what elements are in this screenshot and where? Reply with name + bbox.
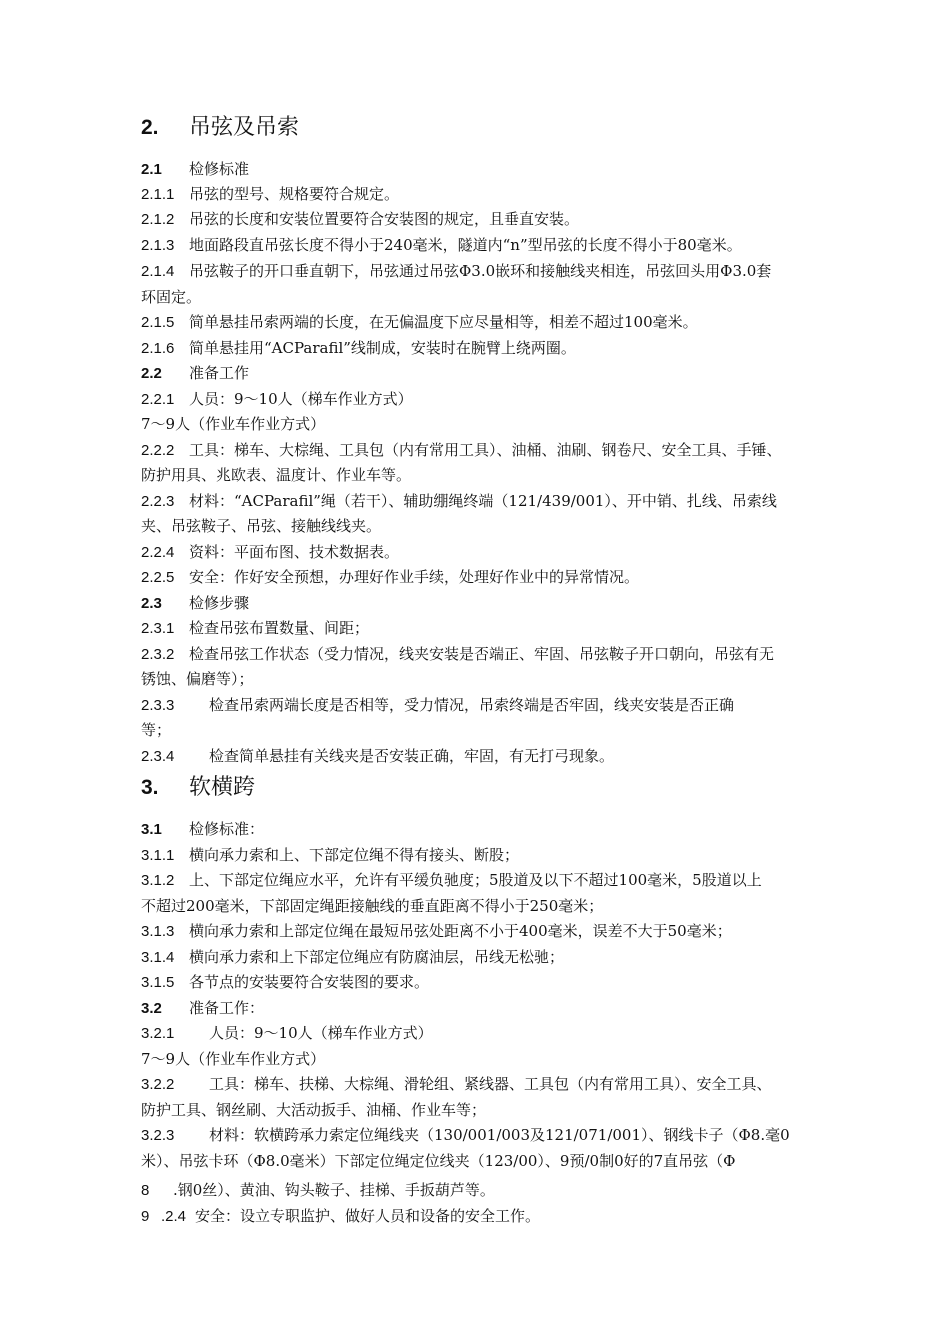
item-number: 2.1.5 xyxy=(141,314,175,331)
item-text: 上、下部定位绳应水平，允许有平缓负驰度；5股道及以下不超过100毫米，5股道以上 xyxy=(189,871,762,889)
item-number: 3.1.3 xyxy=(141,923,175,940)
item-2-3-1 xyxy=(141,618,830,639)
item-2-1-2 xyxy=(141,209,830,230)
item-3-2-2-continued: 防护工具、钢丝刷、大活动扳手、油桶、作业车等； xyxy=(141,1101,487,1119)
subsection-3-2 xyxy=(141,998,830,1019)
item-number: 3.1.5 xyxy=(141,974,175,991)
item-3-1-1 xyxy=(141,845,830,866)
subsection-2-2 xyxy=(141,363,830,384)
item-3-2-3 xyxy=(141,1125,830,1146)
item-2-1-5 xyxy=(141,312,830,333)
subsection-number: 3.2 xyxy=(141,1000,162,1017)
item-number: 2.2.2 xyxy=(141,442,175,459)
line-text: .钢0丝）、黄油、钩头鞍子、挂梯、手扳葫芦等。 xyxy=(173,1181,495,1199)
section-number: 2. xyxy=(141,116,159,139)
item-number: 3.1.1 xyxy=(141,847,175,864)
item-2-3-4 xyxy=(141,746,830,767)
item-text: 各节点的安装要符合安装图的要求。 xyxy=(189,973,430,991)
subsection-number: 2.2 xyxy=(141,365,162,382)
item-2-2-3 xyxy=(141,491,830,512)
item-text: 简单悬挂用“ACParafil”线制成，安装时在腕臂上绕两圈。 xyxy=(189,339,576,357)
item-number: 2.3.2 xyxy=(141,646,175,663)
item-2-2-1 xyxy=(141,389,830,410)
item-number: 2.2.5 xyxy=(141,569,175,586)
item-3-2-3-continued: 米）、吊弦卡环（Φ8.0毫米）下部定位绳定位线夹（123/00）、9预/0制0好的7直吊弦（Φ xyxy=(141,1152,736,1170)
item-number: 2.3.4 xyxy=(141,748,175,765)
item-number: 2.3.3 xyxy=(141,697,175,714)
item-number: 3.2.2 xyxy=(141,1076,175,1093)
item-text: 安全：作好安全预想，办理好作业手续，处理好作业中的异常情况。 xyxy=(189,568,640,586)
section-number: 3. xyxy=(141,776,159,799)
item-number: 2.1.6 xyxy=(141,340,175,357)
item-2-3-2 xyxy=(141,644,830,665)
subsection-3-1 xyxy=(141,819,830,840)
subsection-title: 检修标准： xyxy=(189,820,265,838)
item-text: 检查吊索两端长度是否相等，受力情况，吊索终端是否牢固，线夹安装是否正确 xyxy=(209,696,735,714)
item-2-1-4 xyxy=(141,261,830,282)
subsection-number: 3.1 xyxy=(141,821,162,838)
section-2-heading xyxy=(141,113,299,143)
item-number: 3.2.3 xyxy=(141,1127,175,1144)
item-3-1-4 xyxy=(141,947,830,968)
item-text: 吊弦鞍子的开口垂直朝下，吊弦通过吊弦Φ3.0嵌环和接触线夹相连，吊弦回头用Φ3.0套 xyxy=(189,262,772,280)
item-text: 检查简单悬挂有关线夹是否安装正确，牢固，有无打弓现象。 xyxy=(209,747,615,765)
item-text: 横向承力索和上下部定位绳应有防腐油层，吊线无松驰； xyxy=(189,948,565,966)
item-number: 2.2.4 xyxy=(141,544,175,561)
line-number: 8 xyxy=(141,1182,150,1199)
item-number: 2.1.3 xyxy=(141,237,175,254)
item-2-3-3-continued: 等； xyxy=(141,721,172,739)
item-2-1-6 xyxy=(141,338,830,359)
item-3-1-2 xyxy=(141,870,830,891)
item-2-2-3-continued: 夹、吊弦鞍子、吊弦、接触线线夹。 xyxy=(141,517,382,535)
item-2-3-3 xyxy=(141,695,830,716)
item-2-2-2-continued: 防护用具、兆欧表、温度计、作业车等。 xyxy=(141,466,412,484)
item-text: 吊弦的长度和安装位置要符合安装图的规定，且垂直安装。 xyxy=(189,210,580,228)
item-3-2-4 xyxy=(141,1206,830,1227)
section-title: 软横跨 xyxy=(189,775,256,800)
item-text: 横向承力索和上部定位绳在最短吊弦处距离不小于400毫米，误差不大于50毫米； xyxy=(189,922,732,940)
item-text: 材料：“ACParafil”绳（若干）、辅助绷绳终端（121/439/001）、开中销、扎线、吊索线 xyxy=(189,492,777,510)
item-2-2-4 xyxy=(141,542,830,563)
item-2-3-2-continued: 锈蚀、偏磨等）； xyxy=(141,670,254,688)
item-number: 2.1.4 xyxy=(141,263,175,280)
item-3-2-3-line-8 xyxy=(141,1180,830,1201)
line-number: 9 xyxy=(141,1208,150,1225)
subsection-title: 检修标准 xyxy=(189,160,250,178)
subsection-2-1 xyxy=(141,159,830,180)
item-text: 检查吊弦工作状态（受力情况，线夹安装是否端正、牢固、吊弦鞍子开口朝向，吊弦有无 xyxy=(189,645,775,663)
item-3-1-3 xyxy=(141,921,830,942)
item-text: 资料：平面布图、技术数据表。 xyxy=(189,543,400,561)
subsection-title: 准备工作 xyxy=(189,364,250,382)
item-text: 材料：软横跨承力索定位绳线夹（130/001/003及121/071/001）、钢线卡子（Φ8.毫0 xyxy=(209,1126,790,1144)
item-text: 人员：9～10人（梯车作业方式） xyxy=(189,390,413,408)
section-3-heading xyxy=(141,773,255,803)
subsection-title: 检修步骤 xyxy=(189,594,250,612)
item-3-2-2 xyxy=(141,1074,830,1095)
item-text: 地面路段直吊弦长度不得小于240毫米，隧道内“n”型吊弦的长度不得小于80毫米。 xyxy=(189,236,742,254)
item-3-1-5 xyxy=(141,972,830,993)
item-text: 工具：梯车、扶梯、大棕绳、滑轮组、紧线器、工具包（内有常用工具）、安全工具、 xyxy=(209,1075,772,1093)
subsection-title: 准备工作： xyxy=(189,999,265,1017)
item-number: 2.2.1 xyxy=(141,391,175,408)
item-text: 安全：设立专职监护、做好人员和设备的安全工作。 xyxy=(195,1207,541,1225)
item-number: 3.1.4 xyxy=(141,949,175,966)
item-number: 2.3.1 xyxy=(141,620,175,637)
item-text: 简单悬挂吊索两端的长度，在无偏温度下应尽量相等，相差不超过100毫米。 xyxy=(189,313,698,331)
section-title: 吊弦及吊索 xyxy=(189,115,300,140)
item-text: 吊弦的型号、规格要符合规定。 xyxy=(189,185,400,203)
item-2-2-1-continued: 7～9人（作业车作业方式） xyxy=(141,415,326,433)
item-2-1-1 xyxy=(141,184,830,205)
item-number: 2.2.3 xyxy=(141,493,175,510)
item-number: 2.1.2 xyxy=(141,211,175,228)
item-text: 工具：梯车、大棕绳、工具包（内有常用工具）、油桶、油刷、钢卷尺、安全工具、手锤、 xyxy=(189,441,782,459)
item-number: 3.2.1 xyxy=(141,1025,175,1042)
subsection-2-3 xyxy=(141,593,830,614)
item-2-2-5 xyxy=(141,567,830,588)
item-2-2-2 xyxy=(141,440,830,461)
item-text: 人员：9～10人（梯车作业方式） xyxy=(209,1024,433,1042)
item-number: 2.1.1 xyxy=(141,186,175,203)
item-3-1-2-continued: 不超过200毫米，下部固定绳距接触线的垂直距离不得小于250毫米； xyxy=(141,897,604,915)
item-3-2-1 xyxy=(141,1023,830,1044)
item-2-1-3 xyxy=(141,235,830,256)
item-3-2-1-continued: 7～9人（作业车作业方式） xyxy=(141,1050,326,1068)
item-text: 横向承力索和上、下部定位绳不得有接头、断股； xyxy=(189,846,520,864)
item-number: 3.1.2 xyxy=(141,872,175,889)
subsection-number: 2.1 xyxy=(141,161,162,178)
item-2-1-4-continued: 环固定。 xyxy=(141,288,202,306)
subsection-number: 2.3 xyxy=(141,595,162,612)
item-code: .2.4 xyxy=(161,1208,187,1225)
item-text: 检查吊弦布置数量、间距； xyxy=(189,619,370,637)
